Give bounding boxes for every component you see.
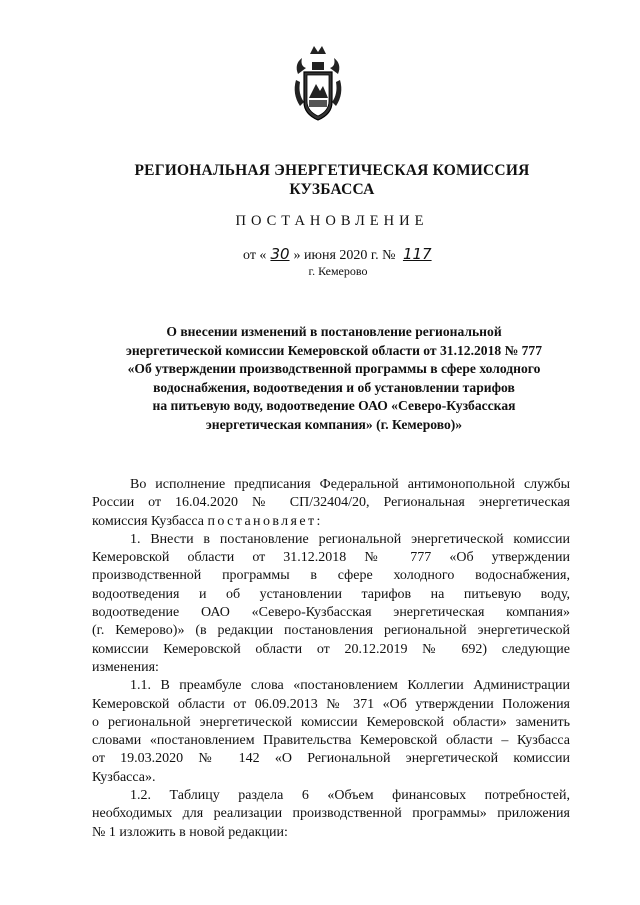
document-date-line — [243, 245, 436, 264]
body-line: 1.1. В преамбуле слова «постановлением Коллегии Администрации — [130, 678, 570, 694]
resolution-word: постановляет: — [207, 513, 323, 529]
body-line: от 19.03.2020 № 142 «О Региональной энергетической комиссии — [92, 751, 570, 767]
organization-name-line1: РЕГИОНАЛЬНАЯ ЭНЕРГЕТИЧЕСКАЯ КОМИССИЯ — [134, 162, 530, 179]
coat-of-arms-emblem — [290, 44, 346, 124]
body-line: (г. Кемерово)» (в редакции постановления региональной энергетической — [92, 623, 570, 639]
title-line: «Об утверждении производственной программы в сфере холодного — [127, 361, 541, 376]
body-line: 1. Внести в постановление региональной энергетической комиссии — [130, 531, 570, 547]
document-number-handwritten: 117 — [402, 245, 432, 263]
title-line: энергетическая компания» (г. Кемерово)» — [205, 416, 463, 432]
body-line: водоотведение ОАО «Северо-Кузбасская энергетическая компания» — [92, 605, 570, 621]
body-line: изменения: — [92, 659, 159, 675]
body-line: 1.2. Таблицу раздела 6 «Объем финансовых потребностей, — [130, 788, 570, 804]
body-line: производственной программы в сфере холодного водоснабжения, — [92, 568, 570, 584]
body-line: комиссии Кемеровской области от 20.12.2019 № 692) следующие — [92, 641, 570, 657]
body-line: Кузбасса». — [92, 769, 156, 785]
body-line: Во исполнение предписания Федеральной антимонопольной службы — [130, 477, 570, 492]
title-line: энергетической комиссии Кемеровской области от 31.12.2018 № 777 — [125, 342, 543, 358]
body-line: словами «постановлением Правительства Кемеровской области – Кузбасса — [92, 733, 570, 749]
date-month-year: » июня 2020 г. № — [293, 248, 396, 263]
document-title — [95, 323, 573, 434]
body-line: России от 16.04.2020 № СП/32404/20, Региональная энергетическая — [92, 495, 570, 511]
document-city: г. Кемерово — [308, 264, 368, 278]
body-line: водоотведения и об установлении тарифов на питьевую воду, — [92, 586, 570, 602]
date-day-handwritten: 30 — [270, 245, 290, 263]
body-text: комиссия Кузбасса — [92, 513, 208, 529]
title-line: водоснабжения, водоотведения и об установлении тарифов — [153, 379, 515, 395]
body-line: Кемеровской области от 31.12.2018 № 777 «Об утверждении — [92, 550, 570, 566]
title-line: О внесении изменений в постановление региональной — [166, 324, 502, 339]
document-type: ПОСТАНОВЛЕНИЕ — [235, 213, 429, 229]
body-line: Кемеровской области от 06.09.2013 № 371 «Об утверждении Положения — [92, 696, 570, 712]
date-prefix: от « — [243, 248, 267, 263]
body-line — [92, 513, 570, 531]
body-line: № 1 изложить в новой редакции: — [92, 824, 288, 840]
document-body — [92, 476, 570, 842]
organization-name-line2: КУЗБАССА — [289, 181, 375, 198]
title-line: на питьевую воду, водоотведение ОАО «Северо-Кузбасская — [152, 398, 516, 413]
body-line: о региональной энергетической комиссии Кемеровской области» заменить — [92, 714, 570, 730]
body-line: необходимых для реализации производственной программы» приложения — [92, 806, 570, 822]
